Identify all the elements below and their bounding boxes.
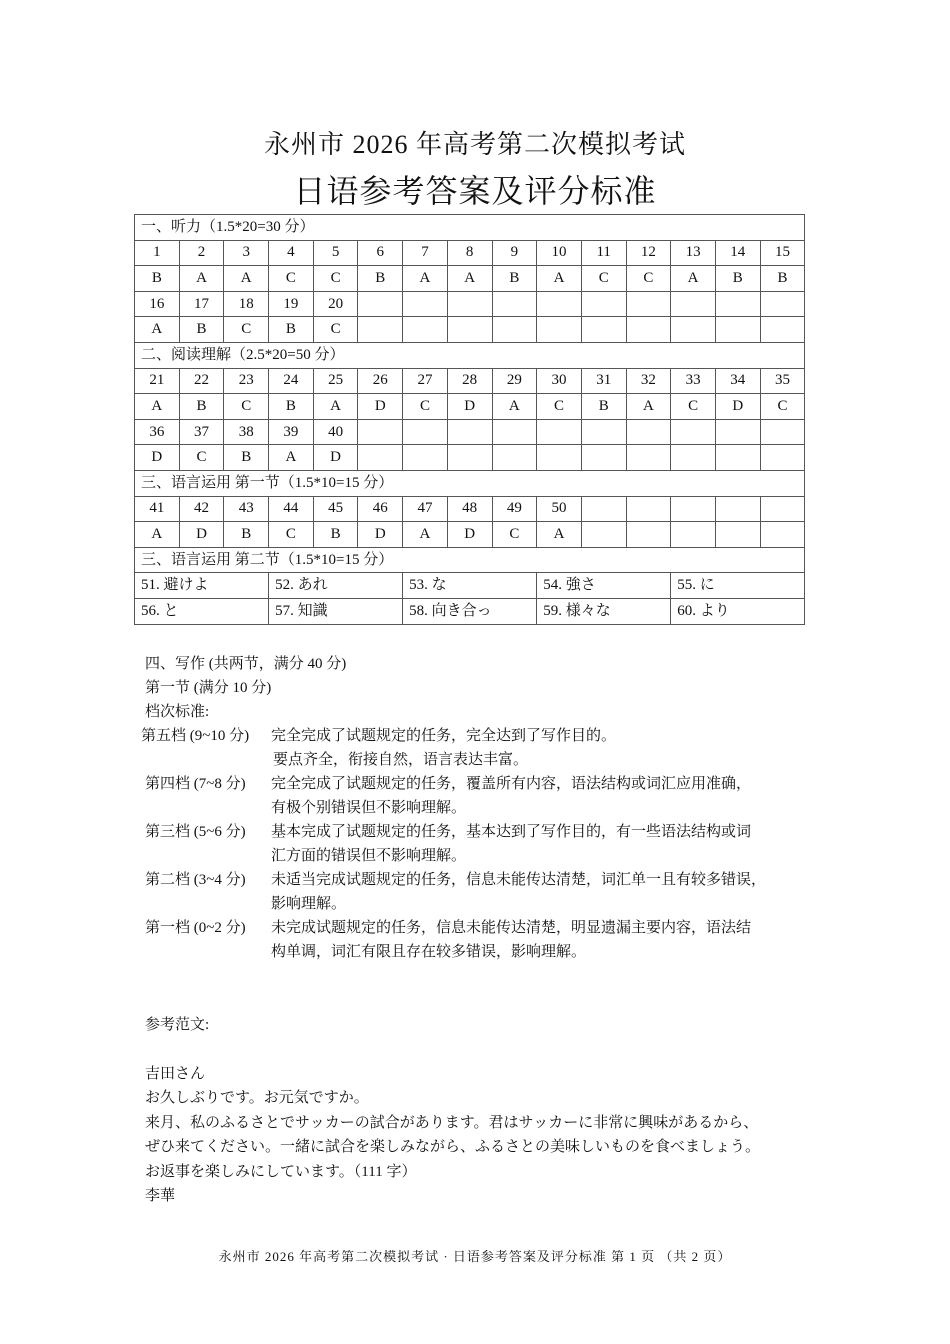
- writing-heading: 四、写作 (共两节，满分 40 分): [145, 656, 347, 672]
- answer-cell: C: [403, 394, 448, 420]
- question-number: 50: [537, 496, 582, 522]
- fill-answer-cell: 60. より: [671, 598, 805, 624]
- answer-cell: A: [403, 522, 448, 548]
- answer-cell: B: [224, 522, 269, 548]
- question-number: [537, 291, 582, 317]
- answer-cell: B: [224, 445, 269, 471]
- fill-answer-cell: 57. 知識: [269, 598, 403, 624]
- answer-row: [135, 317, 805, 343]
- question-number: 12: [626, 240, 671, 266]
- question-number: 46: [358, 496, 403, 522]
- answer-cell: [537, 445, 582, 471]
- question-number-row: [135, 496, 805, 522]
- question-number: [358, 291, 403, 317]
- question-number: 43: [224, 496, 269, 522]
- question-number: [626, 291, 671, 317]
- answer-cell: A: [135, 522, 180, 548]
- band-description: 基本完成了试题规定的任务，基本达到了写作目的，有一些语法结构或词: [271, 824, 752, 840]
- answer-cell: [358, 445, 403, 471]
- answer-cell: C: [626, 266, 671, 292]
- answer-cell: C: [179, 445, 224, 471]
- answer-cell: [492, 317, 537, 343]
- answer-cell: B: [179, 317, 224, 343]
- question-number: 14: [715, 240, 760, 266]
- question-number: 1: [135, 240, 180, 266]
- answer-cell: A: [626, 394, 671, 420]
- section-header: 三、语言运用 第二节（1.5*10=15 分）: [135, 547, 805, 573]
- answer-cell: [626, 522, 671, 548]
- exam-title: 永州市 2026 年高考第二次模拟考试: [263, 130, 686, 159]
- question-number: 36: [135, 419, 180, 445]
- question-number: [715, 419, 760, 445]
- question-number: 28: [447, 368, 492, 394]
- question-number: 15: [760, 240, 805, 266]
- answer-cell: D: [447, 394, 492, 420]
- question-number: 47: [403, 496, 448, 522]
- section-header: 二、阅读理解（2.5*20=50 分）: [135, 342, 805, 368]
- question-number: [492, 291, 537, 317]
- fill-answer-cell: 56. と: [135, 598, 269, 624]
- scoring-band: [141, 724, 825, 772]
- question-number: [671, 496, 716, 522]
- question-number: [581, 291, 626, 317]
- answer-cell: A: [269, 445, 314, 471]
- scoring-band: [145, 772, 825, 820]
- question-number: 41: [135, 496, 180, 522]
- answer-cell: [715, 522, 760, 548]
- answer-cell: A: [135, 317, 180, 343]
- question-number-row: [135, 368, 805, 394]
- question-number: 22: [179, 368, 224, 394]
- answer-cell: C: [581, 266, 626, 292]
- question-number: 20: [313, 291, 358, 317]
- fill-answer-cell: 58. 向き合っ: [403, 598, 537, 624]
- answer-cell: A: [224, 266, 269, 292]
- question-number: 48: [447, 496, 492, 522]
- answer-cell: [581, 317, 626, 343]
- answer-cell: D: [135, 445, 180, 471]
- answer-cell: C: [269, 522, 314, 548]
- question-number: 37: [179, 419, 224, 445]
- answer-cell: [626, 317, 671, 343]
- question-number: 18: [224, 291, 269, 317]
- page-footer: 永州市 2026 年高考第二次模拟考试 · 日语参考答案及评分标准 第 1 页 （共 2 页）: [218, 1249, 732, 1264]
- answer-cell: [760, 445, 805, 471]
- question-number: [671, 291, 716, 317]
- answer-cell: [537, 317, 582, 343]
- band-label: 第四档 (7~8 分): [145, 776, 246, 792]
- question-number: 8: [447, 240, 492, 266]
- answer-cell: A: [135, 394, 180, 420]
- sample-essay: [145, 1013, 815, 1209]
- answer-cell: C: [760, 394, 805, 420]
- question-number: 10: [537, 240, 582, 266]
- question-number: [358, 419, 403, 445]
- answer-cell: [760, 522, 805, 548]
- fill-answer-cell: 59. 様々な: [537, 598, 671, 624]
- question-number: [760, 291, 805, 317]
- band-label: 第三档 (5~6 分): [145, 824, 246, 840]
- question-number: [760, 496, 805, 522]
- question-number: 23: [224, 368, 269, 394]
- question-number: [626, 419, 671, 445]
- question-number: 34: [715, 368, 760, 394]
- answer-cell: [492, 445, 537, 471]
- question-number: [447, 291, 492, 317]
- answer-cell: [403, 445, 448, 471]
- answer-cell: A: [492, 394, 537, 420]
- band-description: 完全完成了试题规定的任务，完全达到了写作目的。: [271, 728, 617, 744]
- sample-line: お返事を楽しみにしています。（111 字）: [145, 1163, 417, 1180]
- fill-answer-cell: 53. な: [403, 573, 537, 599]
- answer-cell: [671, 317, 716, 343]
- answer-cell: A: [313, 394, 358, 420]
- answer-cell: B: [269, 394, 314, 420]
- question-number: 31: [581, 368, 626, 394]
- fill-answer-cell: 51. 避けよ: [135, 573, 269, 599]
- section-header: 三、语言运用 第一节（1.5*10=15 分）: [135, 470, 805, 496]
- answer-cell: [581, 445, 626, 471]
- question-number: [671, 419, 716, 445]
- answer-cell: [358, 317, 403, 343]
- band-description: 有极个别错误但不影响理解。: [271, 800, 467, 816]
- answer-cell: D: [179, 522, 224, 548]
- question-number: 24: [269, 368, 314, 394]
- question-number: [537, 419, 582, 445]
- fill-answer-cell: 52. あれ: [269, 573, 403, 599]
- band-description: 未完成试题规定的任务，信息未能传达清楚，明显遗漏主要内容，语法结: [271, 920, 752, 936]
- answer-cell: B: [135, 266, 180, 292]
- answer-cell: B: [492, 266, 537, 292]
- question-number: 39: [269, 419, 314, 445]
- question-number: 29: [492, 368, 537, 394]
- question-number: 21: [135, 368, 180, 394]
- question-number: 45: [313, 496, 358, 522]
- scoring-band: [145, 916, 825, 964]
- question-number: 42: [179, 496, 224, 522]
- answer-cell: C: [224, 394, 269, 420]
- band-description: 要点齐全，衔接自然，语言表达丰富。: [273, 752, 529, 768]
- answer-cell: [715, 445, 760, 471]
- answer-cell: [581, 522, 626, 548]
- scoring-band: [145, 820, 825, 868]
- section-header: 一、听力（1.5*20=30 分）: [135, 215, 805, 241]
- question-number: 27: [403, 368, 448, 394]
- question-number: 44: [269, 496, 314, 522]
- answer-cell: [447, 317, 492, 343]
- question-number-row: [135, 291, 805, 317]
- question-number: 7: [403, 240, 448, 266]
- question-number: 38: [224, 419, 269, 445]
- writing-section: [141, 652, 825, 964]
- band-description: 汇方面的错误但不影响理解。: [271, 848, 467, 864]
- answer-cell: C: [492, 522, 537, 548]
- answer-cell: C: [269, 266, 314, 292]
- sample-line: 吉田さん: [145, 1065, 206, 1082]
- answer-cell: A: [447, 266, 492, 292]
- question-number: 5: [313, 240, 358, 266]
- question-number: [581, 496, 626, 522]
- answer-cell: B: [269, 317, 314, 343]
- answer-cell: B: [358, 266, 403, 292]
- question-number: [715, 496, 760, 522]
- question-number: 25: [313, 368, 358, 394]
- answer-cell: [626, 445, 671, 471]
- band-description: 完全完成了试题规定的任务，覆盖所有内容，语法结构或词汇应用准确，: [271, 776, 752, 792]
- answer-row: [135, 522, 805, 548]
- question-number: 3: [224, 240, 269, 266]
- answer-cell: D: [447, 522, 492, 548]
- answer-cell: A: [537, 522, 582, 548]
- question-number: [626, 496, 671, 522]
- question-number-row: [135, 419, 805, 445]
- answer-row: [135, 445, 805, 471]
- answer-cell: D: [715, 394, 760, 420]
- answer-cell: [671, 445, 716, 471]
- answer-cell: C: [224, 317, 269, 343]
- answer-cell: [715, 317, 760, 343]
- question-number: 6: [358, 240, 403, 266]
- answer-table: [134, 214, 805, 625]
- sample-line: 李華: [145, 1188, 176, 1204]
- answer-cell: A: [403, 266, 448, 292]
- question-number: 11: [581, 240, 626, 266]
- question-number: 9: [492, 240, 537, 266]
- question-number-row: [135, 240, 805, 266]
- sample-line: お久しぶりです。お元気ですか。: [145, 1090, 369, 1106]
- answer-cell: [447, 445, 492, 471]
- question-number: 26: [358, 368, 403, 394]
- criteria-label: 档次标准:: [145, 704, 210, 720]
- fill-answer-cell: 54. 強さ: [537, 573, 671, 599]
- answer-cell: D: [358, 394, 403, 420]
- answer-cell: [403, 317, 448, 343]
- question-number: [492, 419, 537, 445]
- question-number: 13: [671, 240, 716, 266]
- question-number: [715, 291, 760, 317]
- answer-cell: C: [671, 394, 716, 420]
- question-number: 35: [760, 368, 805, 394]
- answer-cell: C: [313, 317, 358, 343]
- answer-cell: D: [358, 522, 403, 548]
- question-number: 49: [492, 496, 537, 522]
- answer-cell: A: [537, 266, 582, 292]
- question-number: 16: [135, 291, 180, 317]
- sample-line: 来月、私のふるさとでサッカーの試合があります。君はサッカーに非常に興味があるから、: [145, 1114, 759, 1131]
- question-number: [760, 419, 805, 445]
- answer-cell: A: [179, 266, 224, 292]
- band-label: 第一档 (0~2 分): [145, 920, 246, 936]
- question-number: [403, 291, 448, 317]
- answer-row: [135, 394, 805, 420]
- band-description: 影响理解。: [271, 896, 347, 912]
- question-number: 33: [671, 368, 716, 394]
- question-number: [403, 419, 448, 445]
- answer-cell: B: [313, 522, 358, 548]
- answer-cell: B: [581, 394, 626, 420]
- answer-cell: C: [313, 266, 358, 292]
- question-number: [447, 419, 492, 445]
- question-number: 32: [626, 368, 671, 394]
- band-description: 未适当完成试题规定的任务，信息未能传达清楚，词汇单一且有较多错误，: [271, 872, 767, 888]
- writing-part1: 第一节 (满分 10 分): [145, 680, 272, 696]
- answer-cell: [671, 522, 716, 548]
- sample-line: ぜひ来てください。一緒に試合を楽しみながら、ふるさとの美味しいものを食べましょう。: [145, 1139, 761, 1155]
- answer-cell: [760, 317, 805, 343]
- question-number: 4: [269, 240, 314, 266]
- band-label: 第五档 (9~10 分): [141, 728, 250, 744]
- question-number: 40: [313, 419, 358, 445]
- scoring-band: [145, 868, 825, 916]
- document-title: 日语参考答案及评分标准: [293, 172, 657, 210]
- answer-cell: D: [313, 445, 358, 471]
- question-number: 19: [269, 291, 314, 317]
- answer-cell: B: [179, 394, 224, 420]
- question-number: 17: [179, 291, 224, 317]
- sample-label: 参考范文:: [145, 1017, 210, 1033]
- question-number: [581, 419, 626, 445]
- fill-answer-cell: 55. に: [671, 573, 805, 599]
- question-number: 30: [537, 368, 582, 394]
- answer-cell: B: [715, 266, 760, 292]
- answer-row: [135, 266, 805, 292]
- answer-cell: B: [760, 266, 805, 292]
- question-number: 2: [179, 240, 224, 266]
- band-description: 构单调，词汇有限且存在较多错误，影响理解。: [271, 944, 587, 960]
- band-label: 第二档 (3~4 分): [145, 872, 246, 888]
- answer-cell: C: [537, 394, 582, 420]
- answer-cell: A: [671, 266, 716, 292]
